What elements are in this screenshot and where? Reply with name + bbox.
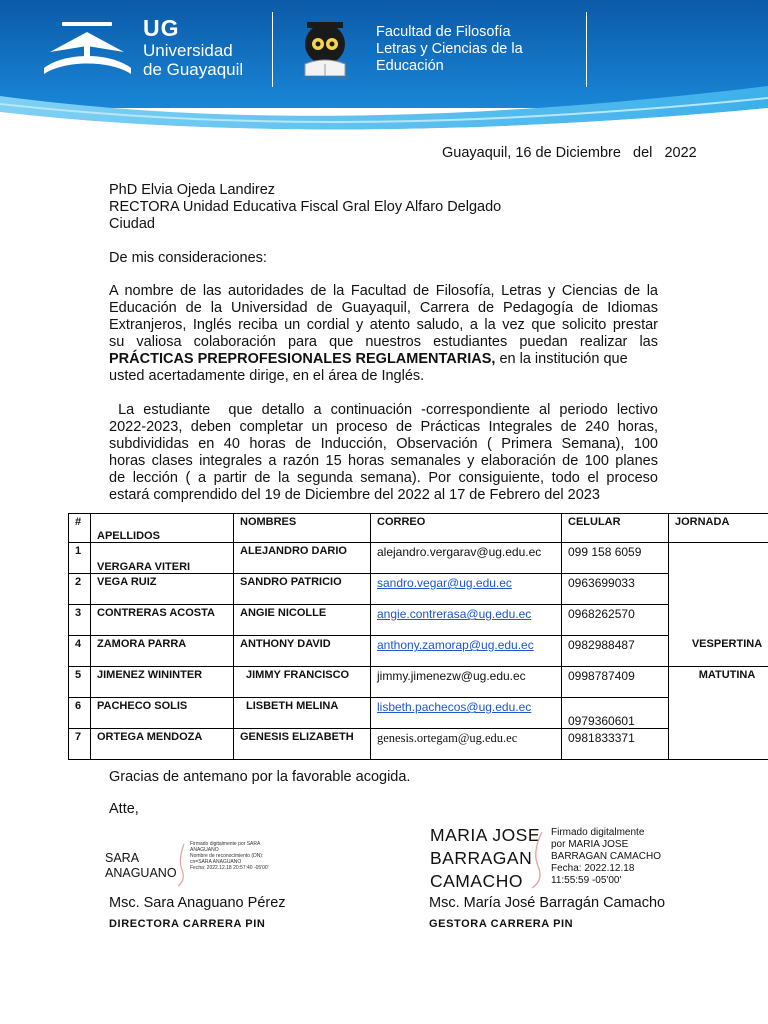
practices-title: PRÁCTICAS PREPROFESIONALES REGLAMENTARIAS, [109,351,496,367]
left-signer-name: Msc. Sara Anaguano Pérez [109,895,286,911]
paragraph-line: Extranjeros, Inglés reciba un cordial y atento saludo, a la vez que solicito prestar [109,317,658,333]
row-num: 1 [69,543,91,574]
stamp-name-line: MARIA JOSE [430,825,541,845]
faculty-name-line2: Letras y Ciencias de la [376,41,523,57]
row-jornada [669,574,768,605]
right-signer-name: Msc. María José Barragán Camacho [429,895,666,911]
row-apellidos: VEGA RUIZ [91,574,234,605]
header-divider-right [586,12,587,87]
row-nombres: ALEJANDRO DARIO [234,543,371,574]
stamp-detail-line: 11:55:59 -05'00' [551,875,622,886]
row-correo: genesis.ortegam@ug.edu.ec [371,729,562,760]
row-jornada: MATUTINA [669,667,768,698]
paragraph-line: Educación de la Universidad de Guayaquil, Carrera de Pedagogía de Idiomas [109,300,658,316]
row-nombres: ANGIE NICOLLE [234,605,371,636]
university-name [143,16,243,79]
row-apellidos: CONTRERAS ACOSTA [91,605,234,636]
row-nombres: JIMMY FRANCISCO [234,667,371,698]
faculty-name [376,24,523,75]
row-correo-link[interactable]: sandro.vegar@ug.edu.ec [371,574,562,605]
paragraph-line: 2022-2023, deben completar un proceso de Prácticas Integrales de 240 horas, [109,419,658,435]
stamp-detail-line: ANAGUANO [190,847,219,853]
stamp-detail-line: Fecha: 2022.12.18 [551,863,635,874]
row-correo-link[interactable]: anthony.zamorap@ug.edu.ec [371,636,562,667]
left-stamp-detail [190,841,269,871]
row-correo: alejandro.vergarav@ug.edu.ec [371,543,562,574]
row-jornada: VESPERTINA [669,636,768,667]
header-celular: CELULAR [562,514,669,543]
paragraph-line: subdivididas en 40 horas de Inducción, Observación ( Primera Semana), 100 [109,436,658,452]
row-celular: 099 158 6059 [562,543,669,574]
recipient-name: PhD Elvia Ojeda Landirez [109,182,276,198]
row-num: 2 [69,574,91,605]
stamp-detail-line: Firmado digitalmente [551,827,645,838]
row-nombres: GENESIS ELIZABETH [234,729,371,760]
table-row [69,605,768,636]
closing: Atte, [109,801,139,817]
stamp-detail-line: por MARIA JOSE [551,839,629,850]
header-nombres: NOMBRES [234,514,371,543]
recipient-city: Ciudad [109,216,155,232]
row-correo: jimmy.jimenezw@ug.edu.ec [371,667,562,698]
stamp-detail-line: BARRAGAN CAMACHO [551,851,662,862]
row-apellidos: JIMENEZ WININTER [91,667,234,698]
stamp-detail-line: Nombre de reconocimiento (DN): [190,853,264,859]
row-num: 5 [69,667,91,698]
row-num: 6 [69,698,91,729]
ug-name-line1: Universidad [143,41,233,60]
row-apellidos: ZAMORA PARRA [91,636,234,667]
faculty-name-line1: Facultad de Filosofía [376,24,511,40]
row-celular: 0979360601 [562,698,669,729]
header-jornada: JORNADA [669,514,768,543]
row-jornada [669,605,768,636]
row-celular: 0982988487 [562,636,669,667]
header-divider [272,12,273,87]
paragraph-line: A nombre de las autoridades de la Facultad de Filosofía, Letras y Ciencias de la [109,283,658,299]
right-stamp-detail [551,827,661,887]
table-row [69,574,768,605]
stamp-name-line: CAMACHO [430,871,523,891]
left-signer-role: DIRECTORA CARRERA PIN [109,918,266,930]
row-celular: 0963699033 [562,574,669,605]
table-header-row [69,514,768,543]
paragraph-details [109,402,658,504]
paragraph-line: estará comprendido del 19 de Diciembre del 2022 al 17 de Febrero del 2023 [109,487,600,503]
ug-logo-icon [40,16,135,80]
header-correo: CORREO [371,514,562,543]
left-signature-mark-icon [172,840,192,890]
row-jornada [669,543,768,574]
table-row [69,636,768,667]
faculty-name-line3: Educación [376,58,444,74]
right-signer-role: GESTORA CARRERA PIN [429,918,574,930]
students-table [68,513,768,760]
row-apellidos: PACHECO SOLIS [91,698,234,729]
faculty-mascot-icon [297,14,353,86]
row-celular: 0998787409 [562,667,669,698]
stamp-detail-line: cn=SARA ANAGUANO [190,859,242,865]
row-num: 4 [69,636,91,667]
stamp-detail-line: Firmado digitalmente por SARA [190,841,261,847]
table-row [69,667,768,698]
table-row [69,729,768,760]
stamp-detail-line: Fecha: 2022.12.18 20:57:40 -05'00' [190,865,269,871]
recipient-role: RECTORA Unidad Educativa Fiscal Gral Eloy Alfaro Delgado [109,199,502,215]
paragraph-line: La estudiante que detallo a continuación -correspondiente al periodo lectivo [109,402,658,418]
row-celular: 0968262570 [562,605,669,636]
thanks-line: Gracias de antemano por la favorable acogida. [109,769,411,785]
paragraph-line: su valiosa colaboración para que nuestros estudiantes puedan realizar las [109,334,658,350]
row-jornada [669,729,768,760]
greeting: De mis consideraciones: [109,250,267,266]
table-row [69,543,768,574]
letterhead [0,0,768,135]
row-apellidos: ORTEGA MENDOZA [91,729,234,760]
ug-abbreviation: UG [143,15,180,41]
header-apellidos: APELLIDOS [91,514,234,543]
letter-date: Guayaquil, 16 de Diciembre del 2022 [442,145,697,161]
row-jornada [669,698,768,729]
row-correo-link[interactable]: lisbeth.pachecos@ug.edu.ec [371,698,562,729]
stamp-name-line: BARRAGAN [430,848,533,868]
row-num: 3 [69,605,91,636]
paragraph-line-rest: en la institución que [495,351,628,367]
paragraph-line: de lección ( a partir de la segunda semana). Por consiguiente, todo el proceso [109,470,658,486]
row-nombres: SANDRO PATRICIO [234,574,371,605]
row-apellidos: VERGARA VITERI [91,543,234,574]
ug-name-line2: de Guayaquil [143,60,244,79]
left-stamp-name-line2: ANAGUANO [105,866,177,880]
paragraph-line: horas clases integrales a razón 15 horas semanales y elaboración de 100 planes [109,453,658,469]
row-nombres: ANTHONY DAVID [234,636,371,667]
row-celular: 0981833371 [562,729,669,760]
row-num: 7 [69,729,91,760]
paragraph-request [109,283,658,385]
table-row [69,698,768,729]
paragraph-line-bold [109,351,658,368]
right-signature-mark-icon [524,828,550,892]
paragraph-line: usted acertadamente dirige, en el área de Inglés. [109,368,425,384]
header-num: # [69,514,91,543]
row-nombres: LISBETH MELINA [234,698,371,729]
row-correo-link[interactable]: angie.contrerasa@ug.edu.ec [371,605,562,636]
left-stamp-name-line1: SARA [105,851,140,865]
